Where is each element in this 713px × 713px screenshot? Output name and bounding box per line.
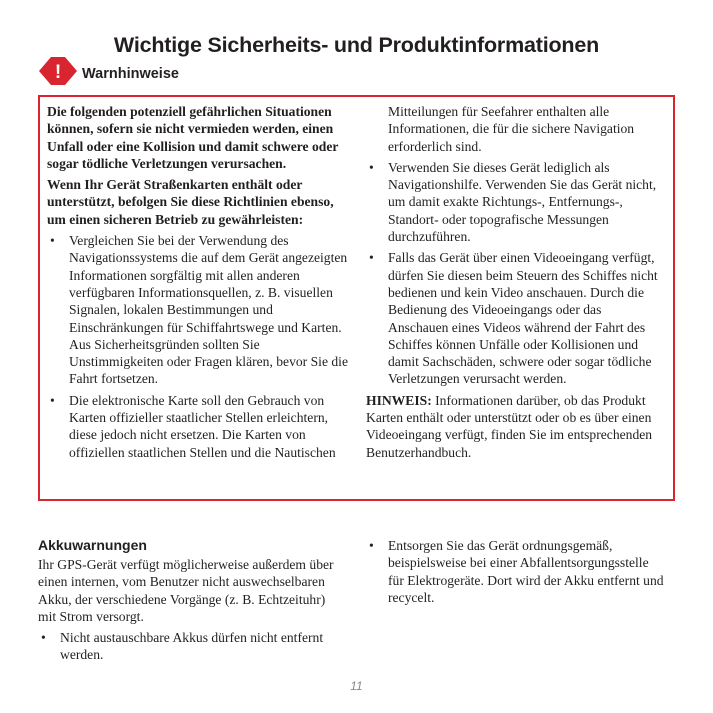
warning-column-right (366, 103, 663, 465)
warning-list-right (366, 159, 663, 388)
akku-list-right (366, 537, 666, 606)
list-item: • Die elektronische Karte soll den Gebrauch von Karten offizieller staatlicher Stellen erleichtern, diese jedoch nicht ersetzen. Die Karten von offiziellen staatlichen Stellen und die Nautischen (47, 392, 349, 461)
warning-section-label: Warnhinweise (82, 66, 179, 82)
list-item: • Entsorgen Sie das Gerät ordnungsgemäß, beispielsweise bei einer Abfallentsorgungsstelle für Elektrogeräte. Dort wird der Akku entfernt und recycelt. (366, 537, 666, 606)
list-item: • Falls das Gerät über einen Videoeingang verfügt, dürfen Sie diesen beim Steuern des Schiffes nicht bedienen und kein Video anschauen. Durch die Bedienung des Videoeingangs oder das Anschauen eines Videos während der Fahrt des Schiffes können Unfälle oder Kollisionen und damit Sachschäden, schwere oder sogar tödliche Verletzungen verursacht werden. (366, 249, 663, 387)
list-item: • Verwenden Sie dieses Gerät lediglich als Navigationshilfe. Verwenden Sie das Gerät nicht, um damit exakte Richtungs-, Entfernungs-, Standort- oder topografische Messungen durchzuführen. (366, 159, 663, 245)
page-number: 11 (350, 679, 363, 693)
akku-column-right (366, 537, 666, 610)
akku-list-left (38, 629, 338, 664)
warning-icon-glyph: ! (54, 62, 62, 83)
warning-icon (38, 56, 78, 86)
warning-intro: Die folgenden potenziell gefährlichen Situationen können, sofern sie nicht vermieden werden, einen Unfall oder eine Kollision und damit schwere oder sogar tödliche Verletzungen verursachen. (47, 104, 339, 171)
warning-column-left (47, 103, 349, 465)
page-title: Wichtige Sicherheits- und Produktinformationen (113, 33, 600, 57)
akku-heading: Akkuwarnungen (38, 537, 147, 553)
warning-road-maps: Wenn Ihr Gerät Straßenkarten enthält oder unterstützt, befolgen Sie diese Richtlinien ebenso, um einen sicheren Betrieb zu gewährleisten: (47, 177, 334, 227)
akku-column-left (38, 537, 338, 668)
akku-text: Ihr GPS-Gerät verfügt möglicherweise außerdem über einen internen, vom Benutzer nicht auswechselbaren Akku, der verschiedene Vorgänge (z. B. Echtzeituhr) mit Strom versorgt. (38, 557, 334, 624)
list-item: • Nicht austauschbare Akkus dürfen nicht entfernt werden. (38, 629, 338, 664)
list-item-continuation: Mitteilungen für Seefahrer enthalten alle Informationen, die für die sichere Navigation erforderlich sind. (388, 104, 635, 154)
notice-text: Informationen darüber, ob das Produkt Karten enthält oder unterstützt oder ob es über einen Videoeingang verfügt, finden Sie im entsprechenden Benutzerhandbuch. (366, 392, 653, 460)
notice-paragraph (366, 392, 663, 461)
list-item: • Vergleichen Sie bei der Verwendung des Navigationssystems die auf dem Gerät angezeigten Informationen sorgfältig mit allen anderen verfügbaren Informationsquellen, z. B. visuellen Signalen, lokalen Bestimmungen und Einschränkungen für Schiffahrtswege und Karten. Aus Sicherheitsgründen sollten Sie Unstimmigkeiten oder Fragen klären, bevor Sie die Fahrt fortsetzen. (47, 232, 349, 388)
warning-list-left (47, 232, 349, 461)
notice-label: HINWEIS: (366, 392, 432, 408)
